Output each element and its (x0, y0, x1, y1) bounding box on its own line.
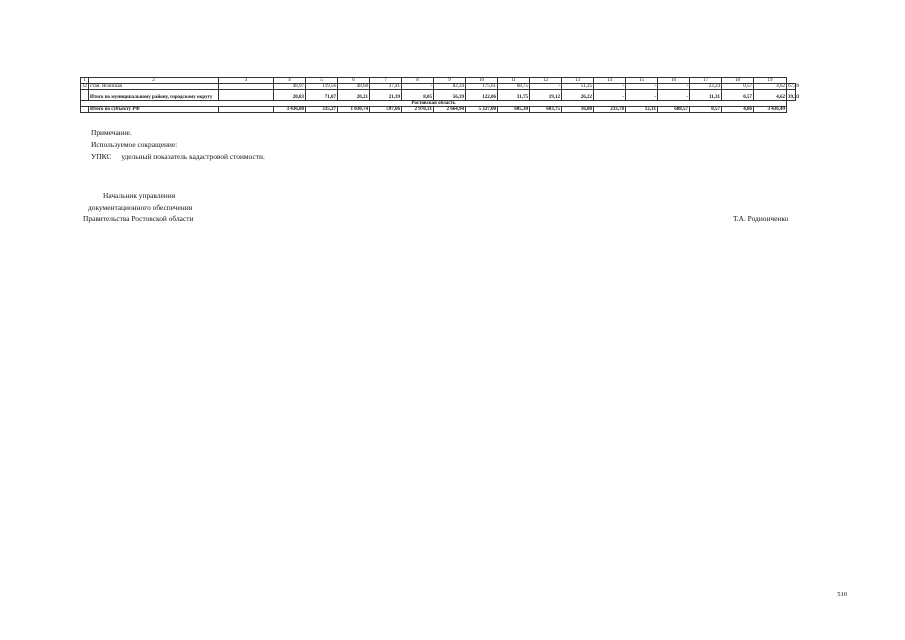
column-number-cell: 12 (530, 78, 562, 84)
value-cell: 82,34 (434, 84, 466, 90)
abbreviation-value: удельный показатель кадастровой стоимости. (121, 152, 265, 161)
value-cell: 8,05 (402, 90, 434, 101)
value-cell: 0,57 (690, 107, 722, 113)
value-cell: 597,66 (370, 107, 402, 113)
row-name-cell: Итого по муниципальному району, городскому округу (89, 90, 219, 101)
column-number-cell: 13 (562, 78, 594, 84)
value-cell: 23,24 (690, 84, 722, 90)
row-name-cell: Итого по субъекту РФ (89, 107, 219, 113)
column-number-cell: 4 (274, 78, 306, 84)
value-cell: 48,97 (274, 84, 306, 90)
column-number-cell: 17 (690, 78, 722, 84)
value-cell: - (626, 90, 658, 101)
total-row (81, 107, 796, 113)
note-title: Примечание. (91, 128, 132, 137)
column-number-cell: 19 (754, 78, 787, 84)
signature-title-line-3: Правительства Ростовской области (83, 214, 194, 223)
column-number-cell: 10 (466, 78, 498, 84)
value-cell: 688,57 (658, 107, 690, 113)
value-cell: 335,27 (306, 107, 338, 113)
value-cell: 56,39 (434, 90, 466, 101)
column-number-cell: 2 (89, 78, 219, 84)
row-number-cell (81, 90, 89, 101)
value-cell: - (658, 90, 690, 101)
value-cell: 67,49 (788, 84, 800, 89)
column-number-cell: 3 (219, 78, 274, 84)
signatory-name: Т.А. Родионченко (733, 214, 789, 223)
value-cell: 71,07 (306, 90, 338, 101)
row-number-cell: 32 (82, 84, 87, 89)
value-cell: - (594, 90, 626, 101)
value-cell: 1 030,74 (338, 107, 370, 113)
value-cell (219, 90, 274, 101)
value-cell: - (594, 84, 626, 90)
column-number-cell: 8 (402, 78, 434, 84)
column-number-cell: 11 (498, 78, 530, 84)
value-cell: - (402, 84, 434, 90)
value-cell: - (530, 84, 562, 90)
value-cell: 122,06 (466, 90, 498, 101)
signature-title-line-1: Начальник управления (103, 191, 176, 200)
region-label: Ростовская область (81, 101, 787, 107)
abbreviation-intro: Используемое сокращение: (91, 140, 178, 149)
value-cell: 233,78 (594, 107, 626, 113)
column-number-cell: 5 (306, 78, 338, 84)
value-cell: 603,75 (530, 107, 562, 113)
value-cell: 2 970,31 (402, 107, 434, 113)
value-cell: 3 436,08 (274, 107, 306, 113)
value-cell: 68,75 (498, 84, 530, 90)
subtotal-row (81, 90, 796, 101)
column-number-cell: 18 (722, 78, 754, 84)
value-cell: 4,62 (754, 90, 787, 101)
value-cell: 51,25 (562, 84, 594, 90)
value-cell: 0,57 (722, 84, 754, 90)
value-cell: 48,68 (338, 84, 370, 90)
value-cell: 26,22 (562, 90, 594, 101)
value-cell: 31,75 (498, 90, 530, 101)
column-number-cell: 16 (658, 78, 690, 84)
data-table (80, 77, 800, 113)
value-cell: 2 664,94 (434, 107, 466, 113)
page-number: 510 (837, 591, 847, 598)
column-number-cell: 15 (626, 78, 658, 84)
column-number-cell: 9 (434, 78, 466, 84)
value-cell: - (658, 84, 690, 90)
column-number-cell: 6 (338, 78, 370, 84)
value-cell: 605,30 (498, 107, 530, 113)
value-cell: 5 327,00 (466, 107, 498, 113)
value-cell: 19,12 (530, 90, 562, 101)
column-number-cell: 1 (81, 78, 89, 84)
value-cell: 3 436,49 (754, 107, 787, 113)
value-cell: 4,86 (722, 107, 754, 113)
value-cell: 37,41 (370, 84, 402, 90)
row-name-cell: стан. Ясинская (89, 84, 219, 90)
column-number-cell: 7 (370, 78, 402, 84)
value-cell: 4,62 (754, 84, 787, 90)
value-cell: 39,33 (787, 90, 796, 101)
column-number-cell: 14 (594, 78, 626, 84)
value-cell: 16,08 (562, 107, 594, 113)
value-cell: 0,57 (722, 90, 754, 101)
value-cell: 20,21 (338, 90, 370, 101)
value-cell: 12,31 (626, 107, 658, 113)
value-cell: 119,56 (306, 84, 338, 90)
abbreviation-line (91, 152, 265, 161)
row-number-cell (81, 107, 89, 113)
value-cell (219, 107, 274, 113)
value-cell: 175,61 (466, 84, 498, 90)
abbreviation-key: УПКС (91, 152, 112, 161)
value-cell: 21,39 (370, 90, 402, 101)
signature-title-line-2: документационного обеспечения (88, 203, 193, 212)
value-cell: - (626, 84, 658, 90)
value-cell: 11,31 (690, 90, 722, 101)
value-cell: 20,83 (274, 90, 306, 101)
